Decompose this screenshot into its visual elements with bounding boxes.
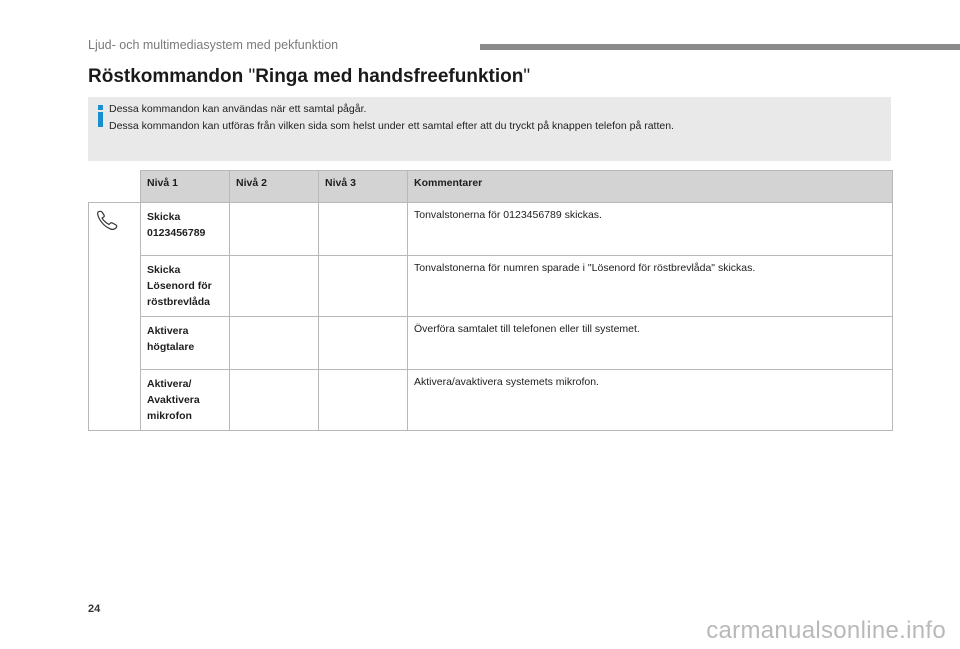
comment-cell: Tonvalstonerna för 0123456789 skickas. [408, 203, 893, 256]
level1-line: Skicka [147, 264, 181, 276]
phone-icon-cell [89, 203, 141, 431]
table-row [89, 203, 893, 256]
table-header-level1: Nivå 1 [141, 171, 230, 203]
title-prefix: Röstkommandon [88, 66, 249, 87]
level1-line: Aktivera/ [147, 378, 192, 390]
info-box [88, 97, 891, 161]
page-title [88, 66, 530, 88]
info-icon [94, 103, 108, 127]
level1-line: högtalare [147, 341, 195, 353]
table-row [89, 317, 893, 370]
comment-cell: Aktivera/avaktivera systemets mikrofon. [408, 370, 893, 431]
table-header-row [89, 171, 893, 203]
table-header-level3: Nivå 3 [319, 171, 408, 203]
level1-line: Skicka [147, 211, 181, 223]
level2-cell [230, 370, 319, 431]
comment-cell: Tonvalstonerna för numren sparade i "Lösenord för röstbrevlåda" skickas. [408, 256, 893, 317]
level2-cell [230, 203, 319, 256]
comment-cell: Överföra samtalet till telefonen eller till systemet. [408, 317, 893, 370]
level1-line: Lösenord för [147, 280, 212, 292]
title-main: Ringa med handsfreefunktion [255, 66, 524, 87]
level3-cell [319, 203, 408, 256]
level3-cell [319, 370, 408, 431]
level1-line: röstbrevlåda [147, 296, 211, 308]
table-header-comments: Kommentarer [408, 171, 893, 203]
level1-cell [141, 256, 230, 317]
title-quote-close: " [523, 66, 531, 87]
page-number: 24 [88, 603, 101, 615]
section-header: Ljud- och multimediasystem med pekfunktion [88, 38, 339, 52]
level1-line: mikrofon [147, 410, 192, 422]
table-row [89, 370, 893, 431]
phone-handset-icon [95, 209, 123, 231]
level2-cell [230, 256, 319, 317]
level1-cell [141, 203, 230, 256]
level3-cell [319, 256, 408, 317]
watermark: carmanualsonline.info [706, 617, 946, 644]
info-line-1: Dessa kommandon kan användas när ett samtal pågår. [109, 103, 367, 115]
header-bar [480, 44, 960, 50]
level3-cell [319, 317, 408, 370]
level2-cell [230, 317, 319, 370]
level1-line: 0123456789 [147, 227, 206, 239]
level1-line: Aktivera [147, 325, 189, 337]
title-quote-open: " [248, 66, 256, 87]
table-row [89, 256, 893, 317]
table-header-level2: Nivå 2 [230, 171, 319, 203]
level1-line: Avaktivera [147, 394, 200, 406]
level1-cell [141, 317, 230, 370]
commands-table [88, 170, 893, 431]
level1-cell [141, 370, 230, 431]
table-header-blank [89, 171, 141, 203]
info-line-2: Dessa kommandon kan utföras från vilken sida som helst under ett samtal efter att du tryckt på knappen telefon på ratten. [109, 120, 674, 132]
